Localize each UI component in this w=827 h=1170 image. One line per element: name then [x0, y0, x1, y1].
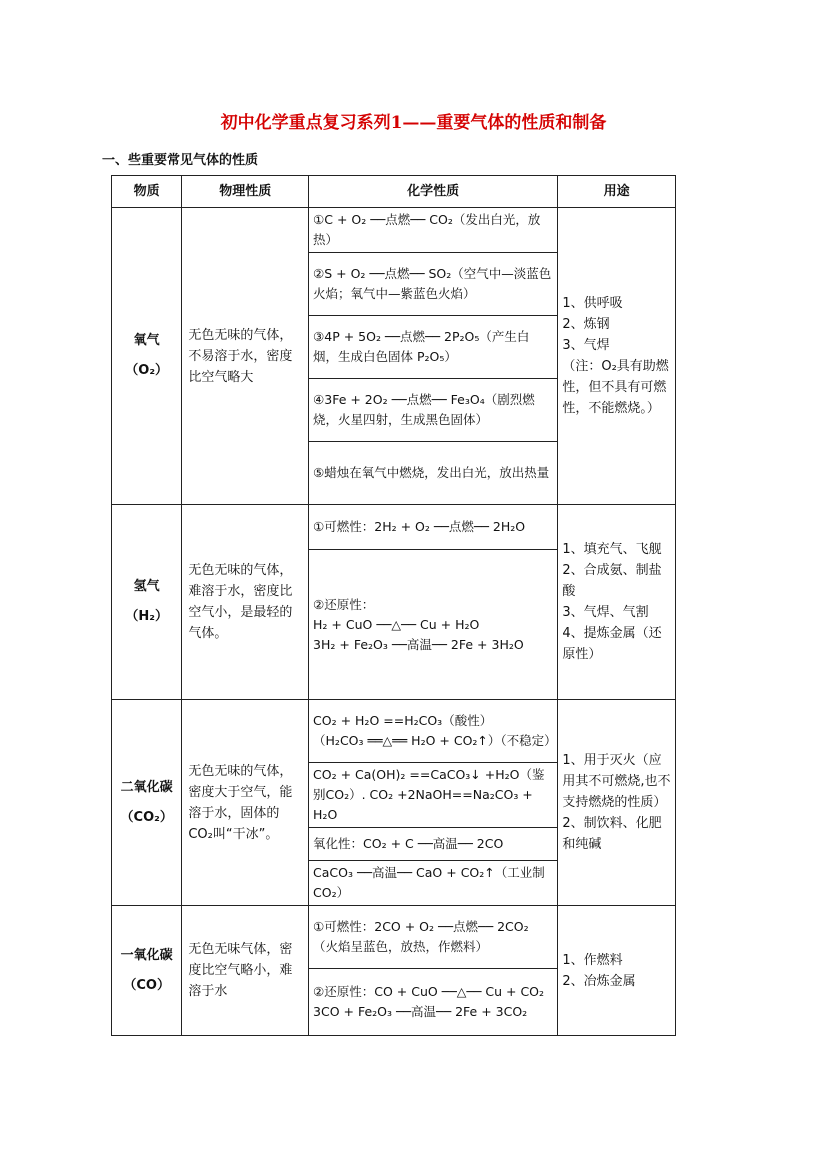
chem-property: 氧化性：CO₂ + C ──高温── 2CO [309, 828, 558, 861]
chem-property: ⑤蜡烛在氧气中燃烧，发出白光，放出热量 [309, 442, 558, 505]
gas-name: 氢气 [133, 579, 160, 594]
gas-cell-hydrogen [112, 505, 182, 700]
chem-equation: 3H₂ + Fe₂O₃ ──高温── 2Fe + 3H₂O [313, 636, 524, 652]
chem-property: CO₂ + Ca(OH)₂ ==CaCO₃↓ +H₂O（鉴别CO₂）. CO₂ +2NaOH==Na₂CO₃ + H₂O [309, 763, 558, 828]
chem-property: ①C + O₂ ──点燃── CO₂（发出白光，放热） [309, 208, 558, 253]
table-row-hydrogen [112, 505, 676, 550]
chem-property-group [309, 969, 558, 1036]
chem-equation: CO₂ + H₂O ==H₂CO₃（酸性） [313, 713, 493, 728]
header-uses: 用途 [558, 176, 676, 208]
uses: 1、用于灭火（应用其不可燃烧,也不支持燃烧的性质） 2、制饮料、化肥和纯碱 [558, 700, 676, 906]
physical-properties: 无色无味的气体，难溶于水，密度比空气小，是最轻的气体。 [182, 505, 309, 700]
table-row-oxygen [112, 208, 676, 253]
chem-property: ③4P + 5O₂ ──点燃── 2P₂O₅（产生白烟，生成白色固体 P₂O₅） [309, 316, 558, 379]
table-row-co [112, 906, 676, 969]
gas-name: 二氧化碳 [120, 779, 173, 795]
uses: 1、作燃料 2、冶炼金属 [558, 906, 676, 1036]
header-substance: 物质 [112, 176, 182, 208]
chem-property: ②还原性： [313, 596, 375, 612]
gas-cell-oxygen [112, 208, 182, 505]
chem-property: ①可燃性：2CO + O₂ ──点燃── 2CO₂（火焰呈蓝色，放热，作燃料） [309, 906, 558, 969]
gas-formula: （O₂） [125, 363, 169, 378]
chem-equation: ②还原性：CO + CuO ──△── Cu + CO₂ [313, 984, 545, 999]
header-chemical: 化学性质 [309, 176, 558, 208]
chem-property-group [309, 550, 558, 700]
gas-properties-table [111, 175, 676, 1036]
chem-property: ②S + O₂ ──点燃── SO₂（空气中—淡蓝色火焰；氧气中—紫蓝色火焰） [309, 253, 558, 316]
chem-equation: H₂ + CuO ──△── Cu + H₂O [313, 616, 480, 632]
physical-properties: 无色无味的气体，密度大于空气，能溶于水，固体的CO₂叫“干冰”。 [182, 700, 309, 906]
chem-property-group [309, 700, 558, 763]
table-row-co2 [112, 700, 676, 763]
chem-equation: 3CO + Fe₂O₃ ──高温── 2Fe + 3CO₂ [313, 1004, 528, 1019]
gas-cell-co [112, 906, 182, 1036]
physical-properties: 无色无味的气体，不易溶于水，密度比空气略大 [182, 208, 309, 505]
gas-formula: （CO₂） [120, 809, 173, 825]
chem-equation: （H₂CO₃ ══△══ H₂O + CO₂↑）（不稳定） [313, 733, 557, 748]
gas-cell-co2 [112, 700, 182, 906]
page-title: 初中化学重点复习系列1——重要气体的性质和制备 [220, 113, 607, 133]
gas-formula: （H₂） [125, 609, 168, 624]
uses: 1、供呼吸 2、炼钢 3、气焊 （注：O₂具有助燃性，但不具有可燃性，不能燃烧。） [558, 208, 676, 505]
uses: 1、填充气、飞舰 2、合成氨、制盐酸 3、气焊、气割 4、提炼金属（还原性） [558, 505, 676, 700]
gas-formula: （CO） [123, 977, 170, 993]
header-row [112, 176, 676, 208]
physical-properties: 无色无味气体，密度比空气略小，难溶于水 [182, 906, 309, 1036]
gas-name: 氧气 [133, 333, 160, 348]
chem-property: CaCO₃ ──高温── CaO + CO₂↑（工业制CO₂） [309, 861, 558, 906]
section-heading: 一、些重要常见气体的性质 [102, 153, 259, 168]
header-physical: 物理性质 [182, 176, 309, 208]
chem-property: ①可燃性：2H₂ + O₂ ──点燃── 2H₂O [309, 505, 558, 550]
chem-property: ④3Fe + 2O₂ ──点燃── Fe₃O₄（剧烈燃烧，火星四射，生成黑色固体） [309, 379, 558, 442]
gas-name: 一氧化碳 [120, 947, 173, 963]
